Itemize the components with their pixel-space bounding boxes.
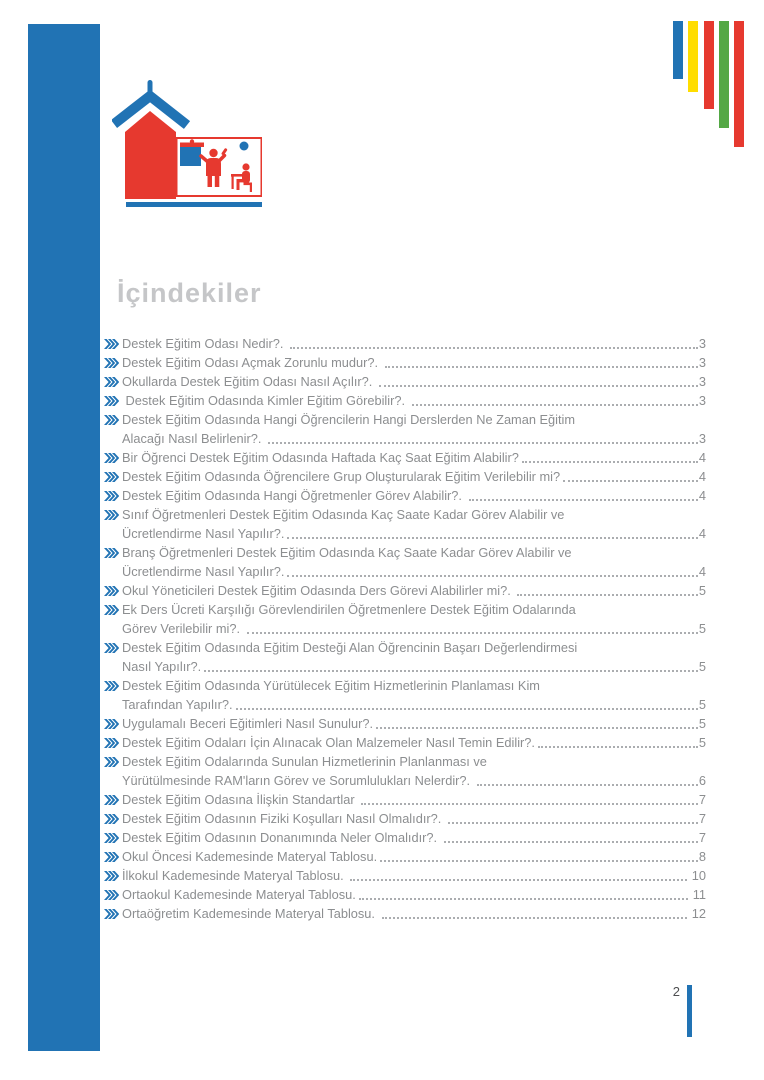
dotted-leader — [290, 347, 698, 349]
triple-chevron-right-icon — [104, 339, 122, 349]
toc-entry[interactable] — [104, 885, 706, 904]
toc-entry-title: İlkokul Kademesinde Materyal Tablosu. — [122, 868, 348, 883]
toc-entry-page-number: 7 — [698, 830, 706, 845]
triple-chevron-right-icon — [104, 738, 122, 748]
toc-entry-page-number: 8 — [698, 849, 706, 864]
toc-entry-page-number: 5 — [698, 735, 706, 750]
toc-entry-title: Bir Öğrenci Destek Eğitim Odasında Haftada Kaç Saat Eğitim Alabilir? — [122, 450, 519, 465]
toc-entry-title: Alacağı Nasıl Belirlenir?. — [122, 431, 265, 446]
dotted-leader — [385, 366, 698, 368]
toc-entry-page-number: 5 — [698, 659, 706, 674]
toc-entry-page-number: 5 — [698, 716, 706, 731]
triple-chevron-right-icon — [104, 852, 122, 862]
toc-entry-title: Ortaokul Kademesinde Materyal Tablosu. — [122, 887, 356, 902]
toc-entry[interactable] — [104, 638, 706, 657]
toc-entry[interactable] — [104, 752, 706, 771]
toc-entry-title: Destek Eğitim Odasında Öğrencilere Grup Oluşturularak Eğitim Verilebilir mi? — [122, 469, 561, 484]
toc-entry[interactable] — [104, 410, 706, 429]
toc-entry-title: Destek Eğitim Odasında Yürütülecek Eğitim Hizmetlerinin Planlaması Kim — [122, 678, 540, 693]
toc-entry[interactable] — [104, 771, 706, 790]
triple-chevron-right-icon — [104, 795, 122, 805]
school-house-classroom-logo — [112, 78, 262, 210]
triple-chevron-right-icon — [104, 472, 122, 482]
toc-entry[interactable] — [104, 334, 706, 353]
toc-entry[interactable] — [104, 904, 706, 923]
dotted-leader — [563, 480, 698, 482]
toc-entry[interactable] — [104, 429, 706, 448]
toc-entry-title: Ücretlendirme Nasıl Yapılır?. — [122, 526, 285, 541]
toc-entry[interactable] — [104, 676, 706, 695]
dotted-leader — [287, 575, 697, 577]
toc-entry[interactable] — [104, 695, 706, 714]
toc-entry-page-number: 7 — [698, 811, 706, 826]
triple-chevron-right-icon — [104, 548, 122, 558]
toc-entry-page-number: 4 — [698, 488, 706, 503]
triple-chevron-right-icon — [104, 586, 122, 596]
toc-entry-page-number: 5 — [698, 621, 706, 636]
toc-entry-title: Tarafından Yapılır?. — [122, 697, 233, 712]
toc-entry-page-number: 10 — [688, 868, 706, 883]
toc-entry-page-number: 3 — [698, 393, 706, 408]
triple-chevron-right-icon — [104, 415, 122, 425]
triple-chevron-right-icon — [104, 757, 122, 767]
left-accent-band — [28, 24, 100, 1051]
toc-entry-title: Yürütülmesinde RAM'ların Görev ve Sorumlulukları Nelerdir?. — [122, 773, 474, 788]
toc-entry-title: Görev Verilebilir mi?. — [122, 621, 244, 636]
toc-entry-title: Okul Yöneticileri Destek Eğitim Odasında Ders Görevi Alabilirler mi?. — [122, 583, 515, 598]
toc-entry-title: Destek Eğitim Odasının Fiziki Koşulları Nasıl Olmalıdır?. — [122, 811, 445, 826]
toc-entry-page-number: 6 — [698, 773, 706, 788]
decorative-color-bars — [673, 21, 748, 151]
toc-entry-page-number: 4 — [698, 450, 706, 465]
toc-entry[interactable] — [104, 467, 706, 486]
triple-chevron-right-icon — [104, 681, 122, 691]
triple-chevron-right-icon — [104, 491, 122, 501]
page-number: 2 — [672, 984, 680, 999]
triple-chevron-right-icon — [104, 890, 122, 900]
dotted-leader — [469, 499, 698, 501]
toc-entry[interactable] — [104, 391, 706, 410]
toc-entry-page-number: 7 — [698, 792, 706, 807]
page-title: İçindekiler — [117, 278, 262, 308]
toc-entry-page-number: 3 — [698, 374, 706, 389]
dotted-leader — [382, 917, 688, 919]
toc-entry-title: Ortaöğretim Kademesinde Materyal Tablosu. — [122, 906, 379, 921]
toc-entry-page-number: 3 — [698, 336, 706, 351]
dotted-leader — [477, 784, 698, 786]
toc-entry-title: Destek Eğitim Odalarında Sunulan Hizmetlerinin Planlanması ve — [122, 754, 487, 769]
toc-entry-title: Destek Eğitim Odasında Hangi Öğrencilerin Hangi Derslerden Ne Zaman Eğitim — [122, 412, 576, 427]
color-bar-blue — [673, 21, 683, 79]
toc-entry-page-number: 11 — [689, 887, 706, 902]
triple-chevron-right-icon — [104, 643, 122, 653]
toc-entry-page-number: 4 — [698, 526, 706, 541]
toc-entry[interactable] — [104, 733, 706, 752]
dotted-leader — [538, 746, 698, 748]
dotted-leader — [522, 461, 698, 463]
toc-entry-title: Destek Eğitim Odaları İçin Alınacak Olan Malzemeler Nasıl Temin Edilir?. — [122, 735, 535, 750]
toc-entry[interactable] — [104, 353, 706, 372]
triple-chevron-right-icon — [104, 605, 122, 615]
toc-entry-title: Destek Eğitim Odasında Eğitim Desteği Alan Öğrencinin Başarı Değerlendirmesi — [122, 640, 578, 655]
color-bar-green — [719, 21, 729, 128]
toc-entry[interactable] — [104, 581, 706, 600]
triple-chevron-right-icon — [104, 396, 122, 406]
toc-entry-page-number: 3 — [698, 431, 706, 446]
toc-entry-title: Destek Eğitim Odası Nedir?. — [122, 336, 287, 351]
dotted-leader — [247, 632, 698, 634]
toc-entry-page-number: 5 — [698, 583, 706, 598]
table-of-contents — [104, 334, 706, 923]
toc-entry[interactable] — [104, 866, 706, 885]
toc-entry-title: Ücretlendirme Nasıl Yapılır?. — [122, 564, 285, 579]
toc-entry-title: Okullarda Destek Eğitim Odası Nasıl Açılır?. — [122, 374, 376, 389]
toc-entry[interactable] — [104, 562, 706, 581]
dotted-leader — [287, 537, 697, 539]
toc-entry-page-number: 3 — [698, 355, 706, 370]
color-bar-red — [704, 21, 714, 109]
toc-entry[interactable] — [104, 543, 706, 562]
triple-chevron-right-icon — [104, 871, 122, 881]
triple-chevron-right-icon — [104, 719, 122, 729]
toc-entry[interactable] — [104, 372, 706, 391]
dotted-leader — [376, 727, 698, 729]
dotted-leader — [412, 404, 698, 406]
triple-chevron-right-icon — [104, 833, 122, 843]
toc-entry-page-number: 5 — [698, 697, 706, 712]
toc-entry[interactable] — [104, 600, 706, 619]
toc-entry-page-number: 4 — [698, 469, 706, 484]
toc-entry-title: Sınıf Öğretmenleri Destek Eğitim Odasında Kaç Saate Kadar Görev Alabilir ve — [122, 507, 565, 522]
dotted-leader — [380, 860, 698, 862]
triple-chevron-right-icon — [104, 909, 122, 919]
toc-entry-title: Destek Eğitim Odasında Hangi Öğretmenler Görev Alabilir?. — [122, 488, 466, 503]
toc-entry-title: Branş Öğretmenleri Destek Eğitim Odasında Kaç Saate Kadar Görev Alabilir ve — [122, 545, 572, 560]
toc-entry[interactable] — [104, 790, 706, 809]
toc-entry[interactable] — [104, 847, 706, 866]
toc-entry-page-number: 4 — [698, 564, 706, 579]
triple-chevron-right-icon — [104, 377, 122, 387]
dotted-leader — [444, 841, 698, 843]
toc-entry[interactable] — [104, 619, 706, 638]
dotted-leader — [361, 803, 698, 805]
toc-entry[interactable] — [104, 524, 706, 543]
toc-entry[interactable] — [104, 505, 706, 524]
toc-entry[interactable] — [104, 714, 706, 733]
footer-accent-bar — [687, 985, 692, 1037]
dotted-leader — [350, 879, 687, 881]
triple-chevron-right-icon — [104, 358, 122, 368]
dotted-leader — [236, 708, 698, 710]
toc-entry-title: Destek Eğitim Odası Açmak Zorunlu mudur?. — [122, 355, 382, 370]
color-bar-yellow — [688, 21, 698, 92]
toc-entry-title: Destek Eğitim Odasında Kimler Eğitim Görebilir?. — [122, 393, 409, 408]
toc-entry[interactable] — [104, 657, 706, 676]
toc-entry-title: Okul Öncesi Kademesinde Materyal Tablosu. — [122, 849, 378, 864]
toc-entry-title: Destek Eğitim Odasına İlişkin Standartlar — [122, 792, 359, 807]
toc-entry[interactable] — [104, 828, 706, 847]
toc-entry-title: Destek Eğitim Odasının Donanımında Neler Olmalıdır?. — [122, 830, 441, 845]
triple-chevron-right-icon — [104, 453, 122, 463]
triple-chevron-right-icon — [104, 510, 122, 520]
dotted-leader — [448, 822, 698, 824]
dotted-leader — [379, 385, 698, 387]
toc-entry[interactable] — [104, 486, 706, 505]
dotted-leader — [204, 670, 698, 672]
triple-chevron-right-icon — [104, 814, 122, 824]
toc-entry-title: Nasıl Yapılır?. — [122, 659, 202, 674]
dotted-leader — [359, 898, 688, 900]
toc-entry[interactable] — [104, 809, 706, 828]
toc-entry[interactable] — [104, 448, 706, 467]
toc-entry-title: Ek Ders Ücreti Karşılığı Görevlendirilen Öğretmenlere Destek Eğitim Odalarında — [122, 602, 576, 617]
dotted-leader — [268, 442, 698, 444]
school-logo-icon — [112, 78, 262, 210]
dotted-leader — [517, 594, 698, 596]
toc-entry-title: Uygulamalı Beceri Eğitimleri Nasıl Sunulur?. — [122, 716, 374, 731]
toc-entry-page-number: 12 — [688, 906, 706, 921]
color-bar-red-2 — [734, 21, 744, 147]
